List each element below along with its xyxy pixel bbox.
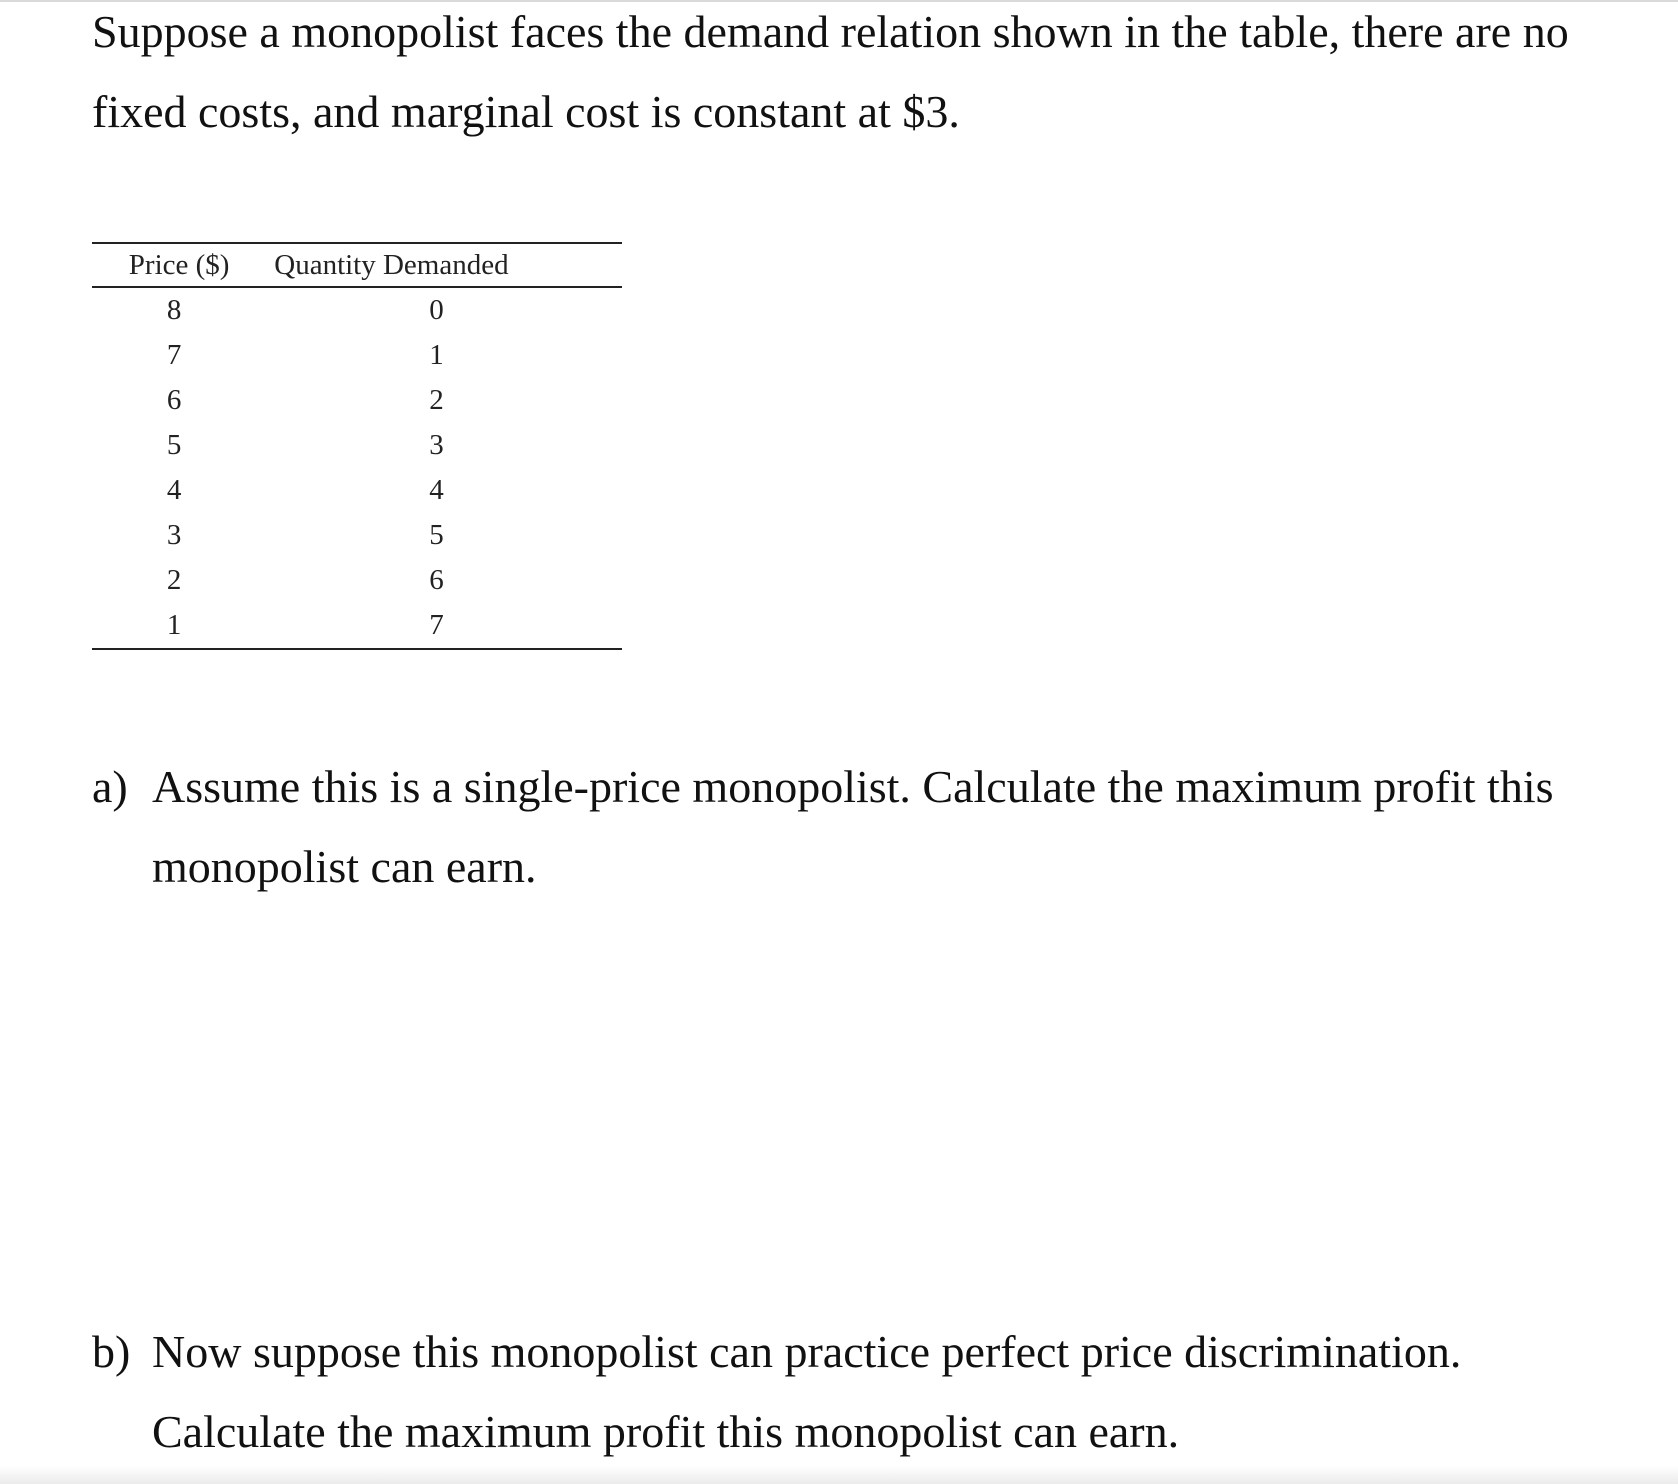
table-row [92, 468, 622, 513]
price-cell: 6 [166, 384, 182, 416]
question-b-line-1: Now suppose this monopolist can practice perfect price discrimination. [152, 1326, 1462, 1377]
price-cell: 7 [166, 339, 182, 371]
quantity-column-header: Quantity Demanded [274, 248, 509, 281]
question-a [92, 747, 1652, 907]
quantity-cell: 2 [429, 384, 444, 416]
table-row [92, 423, 622, 468]
quantity-cell: 6 [429, 564, 444, 596]
table-row [92, 603, 622, 649]
question-a-line-1: Assume this is a single-price monopolist. Calculate the maximum profit this [152, 761, 1554, 812]
bottom-edge [0, 1466, 1678, 1484]
demand-table [92, 242, 622, 650]
problem-statement [92, 0, 1652, 152]
table-row [92, 287, 622, 333]
quantity-cell: 4 [429, 474, 444, 506]
price-cell: 8 [166, 294, 182, 326]
table-row [92, 513, 622, 558]
question-b [92, 1312, 1652, 1472]
table-header-row [92, 243, 622, 287]
table-row [92, 378, 622, 423]
quantity-cell: 1 [429, 339, 444, 371]
price-cell: 5 [166, 429, 182, 461]
table-row [92, 333, 622, 378]
question-b-line-2: Calculate the maximum profit this monopolist can earn. [152, 1406, 1180, 1457]
price-cell: 1 [166, 609, 182, 641]
price-cell: 3 [166, 519, 182, 551]
price-column-header: Price ($) [128, 248, 230, 281]
question-b-label: b) [92, 1326, 131, 1377]
quantity-cell: 5 [429, 519, 444, 551]
price-cell: 4 [166, 474, 182, 506]
question-a-label: a) [92, 761, 128, 812]
table-row [92, 558, 622, 603]
quantity-cell: 0 [429, 294, 444, 326]
price-cell: 2 [166, 564, 182, 596]
problem-statement-line-2: fixed costs, and marginal cost is constant at $3. [92, 86, 960, 137]
quantity-cell: 7 [429, 609, 444, 641]
quantity-cell: 3 [429, 429, 444, 461]
question-a-line-2: monopolist can earn. [152, 841, 537, 892]
problem-statement-line-1: Suppose a monopolist faces the demand relation shown in the table, there are no [92, 6, 1569, 57]
